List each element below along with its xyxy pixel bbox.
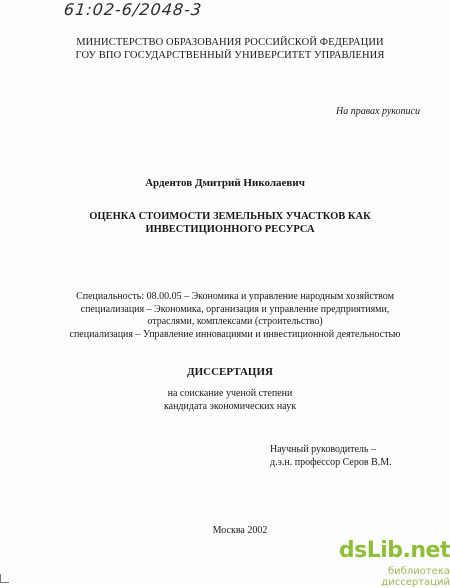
specialty-block — [60, 291, 410, 341]
degree-block — [50, 388, 410, 413]
rights-note: На правах рукописи — [336, 106, 420, 117]
advisor-line-2: д.э.н. профессор Серов В.М. — [270, 456, 392, 468]
author-name: Ардентов Дмитрий Николаевич — [145, 177, 305, 189]
specialty-line-1: Специальность: 08.00.05 – Экономика и управление народным хозяйством — [76, 291, 394, 302]
dissertation-title — [50, 210, 410, 236]
institution-header — [50, 36, 410, 62]
university-name: ГОУ ВПО ГОСУДАРСТВЕННЫЙ УНИВЕРСИТЕТ УПРАВЛЕНИЯ — [75, 50, 385, 61]
advisor-block — [270, 444, 430, 469]
specialty-line-4: специализация – Управление инновациями и инвестиционной деятельностью — [69, 328, 401, 340]
city-year: Москва 2002 — [212, 525, 268, 536]
specialty-line-3: отраслями, комплексами (строительство) — [147, 316, 323, 327]
degree-line-1: на соискание ученой степени — [167, 388, 293, 399]
catalog-code: 61:02-6/2048-3 — [63, 0, 204, 19]
dslib-watermark — [322, 538, 450, 588]
document-type: ДИССЕРТАЦИЯ — [187, 366, 273, 378]
title-line-1: ОЦЕНКА СТОИМОСТИ ЗЕМЕЛЬНЫХ УЧАСТКОВ КАК — [89, 211, 371, 222]
degree-line-2: кандидата экономических наук — [163, 400, 297, 412]
dslib-caption: библиотека диссертаций — [381, 566, 450, 588]
dslib-logo: dsLib.net — [338, 538, 450, 563]
ministry-name: МИНИСТЕРСТВО ОБРАЗОВАНИЯ РОССИЙСКОЙ ФЕДЕРАЦИИ — [76, 37, 384, 48]
specialty-line-2: специализация – Экономика, организация и управление предприятиями, — [80, 303, 390, 315]
title-line-2: ИНВЕСТИЦИОННОГО РЕСУРСА — [145, 224, 315, 235]
advisor-line-1: Научный руководитель – — [270, 444, 376, 455]
